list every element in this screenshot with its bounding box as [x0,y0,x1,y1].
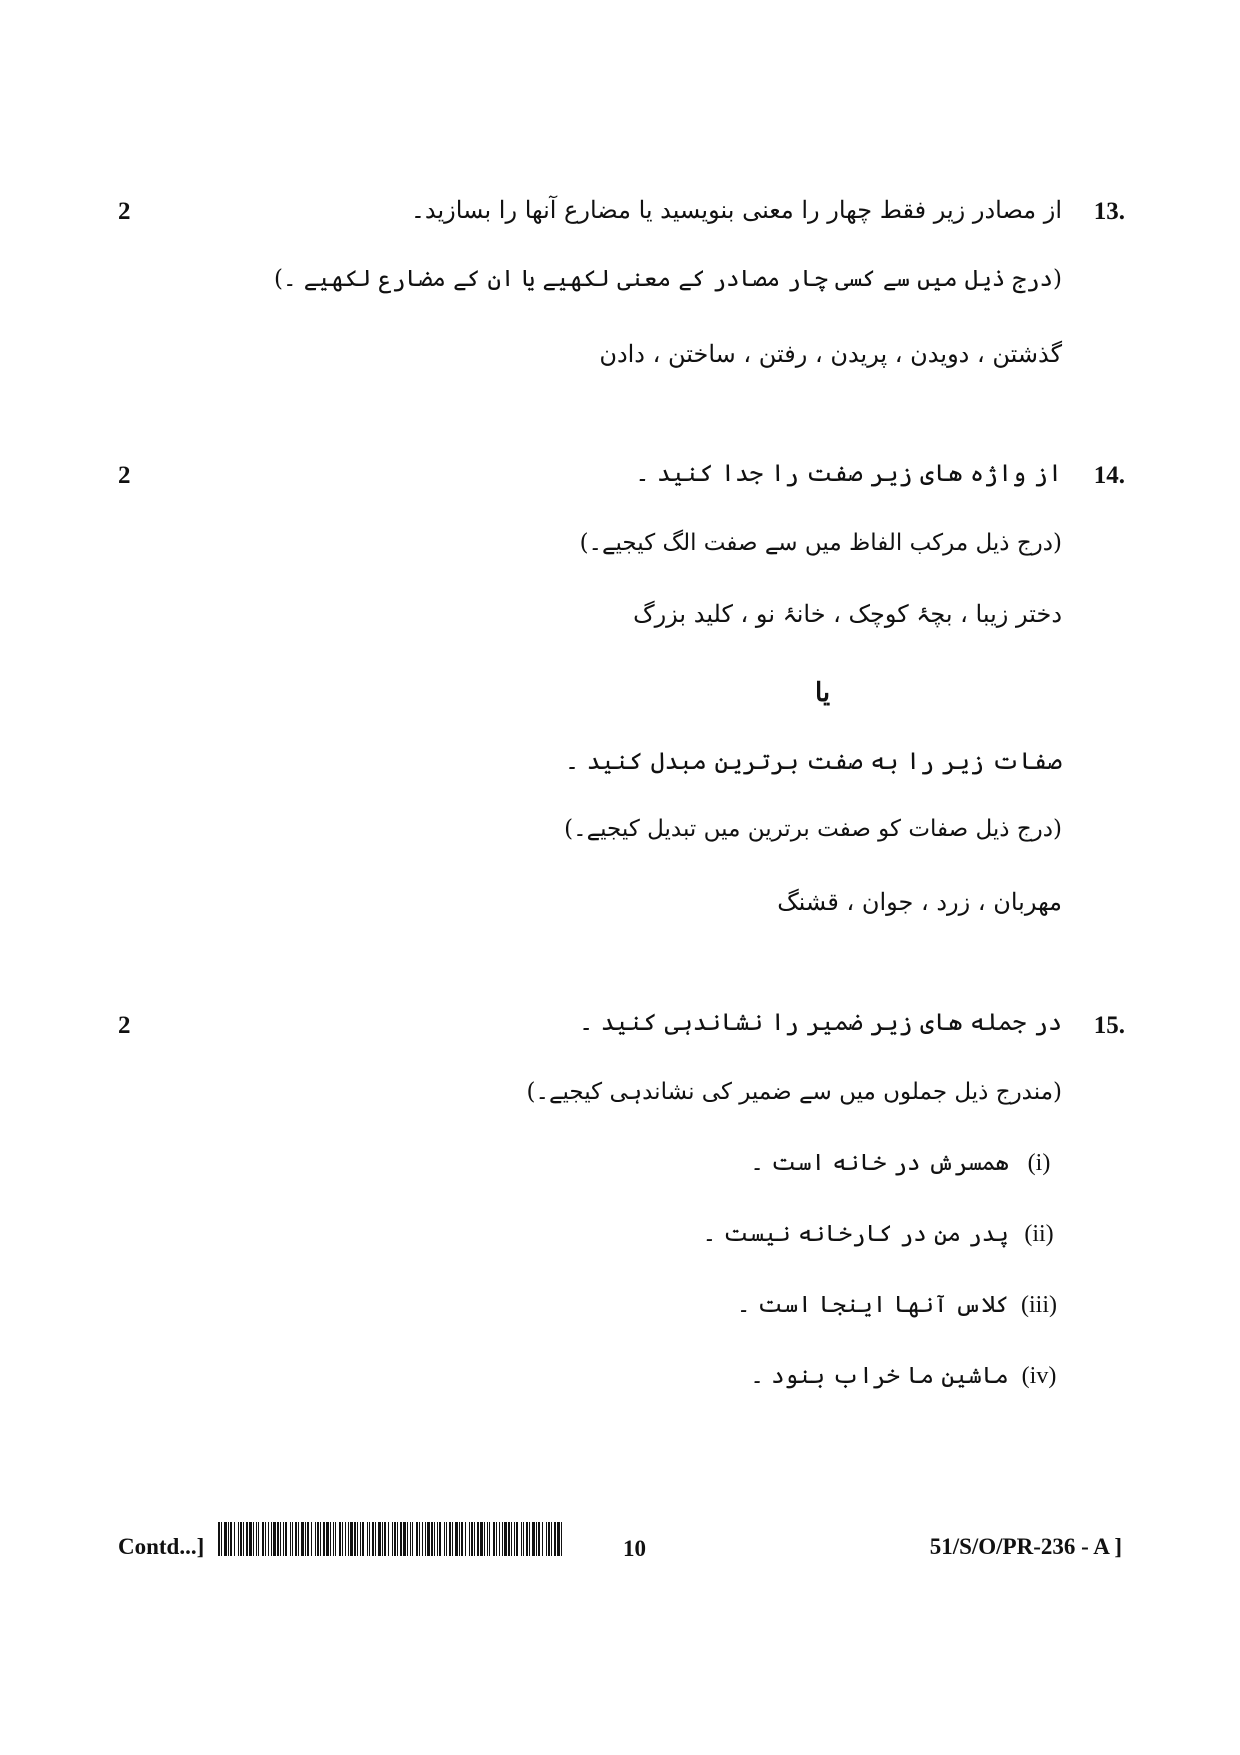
contd-label: Contd...] [118,1534,205,1559]
q15-item [737,1292,1062,1319]
q13-words: گذشتن ، دویدن ، پریدن ، رفتن ، ساختن ، دادن [599,340,1062,368]
q14-instruction-urdu: (درج ذیل مرکب الفاظ میں سے صفت الگ کیجیے۔) [579,530,1062,556]
q15-item-number: (iii) [1020,1292,1057,1318]
q14-instruction-persian: از واژه های زیر صفت را جدا کنید ۔ [635,459,1062,487]
q13-instruction-urdu: (درج ذیل میں سے کسی چار مصادر کے معنی لکھیے یا ان کے مضارع لکھیے ۔) [274,266,1062,292]
marks-q15: 2 [118,1012,131,1039]
q15-item [750,1363,1062,1390]
paper-code: 51/S/O/PR-236 - A ] [929,1534,1122,1559]
q15-item-text: همسرش در خانه است ۔ [750,1150,1009,1176]
q15-item-text: پدر من در کارخانه نیست ۔ [702,1221,1009,1247]
q14-alt-words: مهربان ، زرد ، جوان ، قشنگ [777,888,1062,916]
marks-q14: 2 [118,462,131,489]
barcode [218,1522,563,1556]
q15-item-text: کلاس آنها اینجا است ۔ [736,1292,1009,1318]
q15-item-number: (ii) [1024,1221,1054,1247]
q14-alt-instruction-urdu: (درج ذیل صفات کو صفت برترین میں تبدیل کیجیے۔) [564,816,1062,842]
q15-instruction-persian: در جمله های زیر ضمیر را نشاندہی کنید ۔ [579,1008,1062,1036]
q14-words: دختر زیبا ، بچۂ کوچک ، خانۂ نو ، کلید بزرگ [633,600,1062,628]
q15-item-number: (iv) [1021,1363,1057,1389]
q14-alt-instruction-persian: صفات زیر را به صفت برترین مبدل کنید ۔ [565,747,1062,775]
q15-item [703,1221,1062,1248]
question-number-13: 13. [1093,198,1125,225]
or-label: یا [815,678,831,708]
q13-instruction-persian: از مصادر زیر فقط چهار را معنی بنویسید یا مضارع آنها را بسازید۔ [410,196,1062,224]
question-number-14: 14. [1093,462,1125,489]
q15-item [750,1150,1062,1177]
q15-instruction-urdu: (مندرج ذیل جملوں میں سے ضمیر کی نشاندہی کیجیے۔) [526,1079,1062,1105]
question-number-15: 15. [1093,1012,1125,1039]
q15-item-text: ماشین ما خراب بنود ۔ [750,1363,1009,1389]
marks-q13: 2 [118,198,131,225]
q15-item-number: (i) [1027,1150,1051,1176]
page-number: 10 [623,1536,646,1561]
